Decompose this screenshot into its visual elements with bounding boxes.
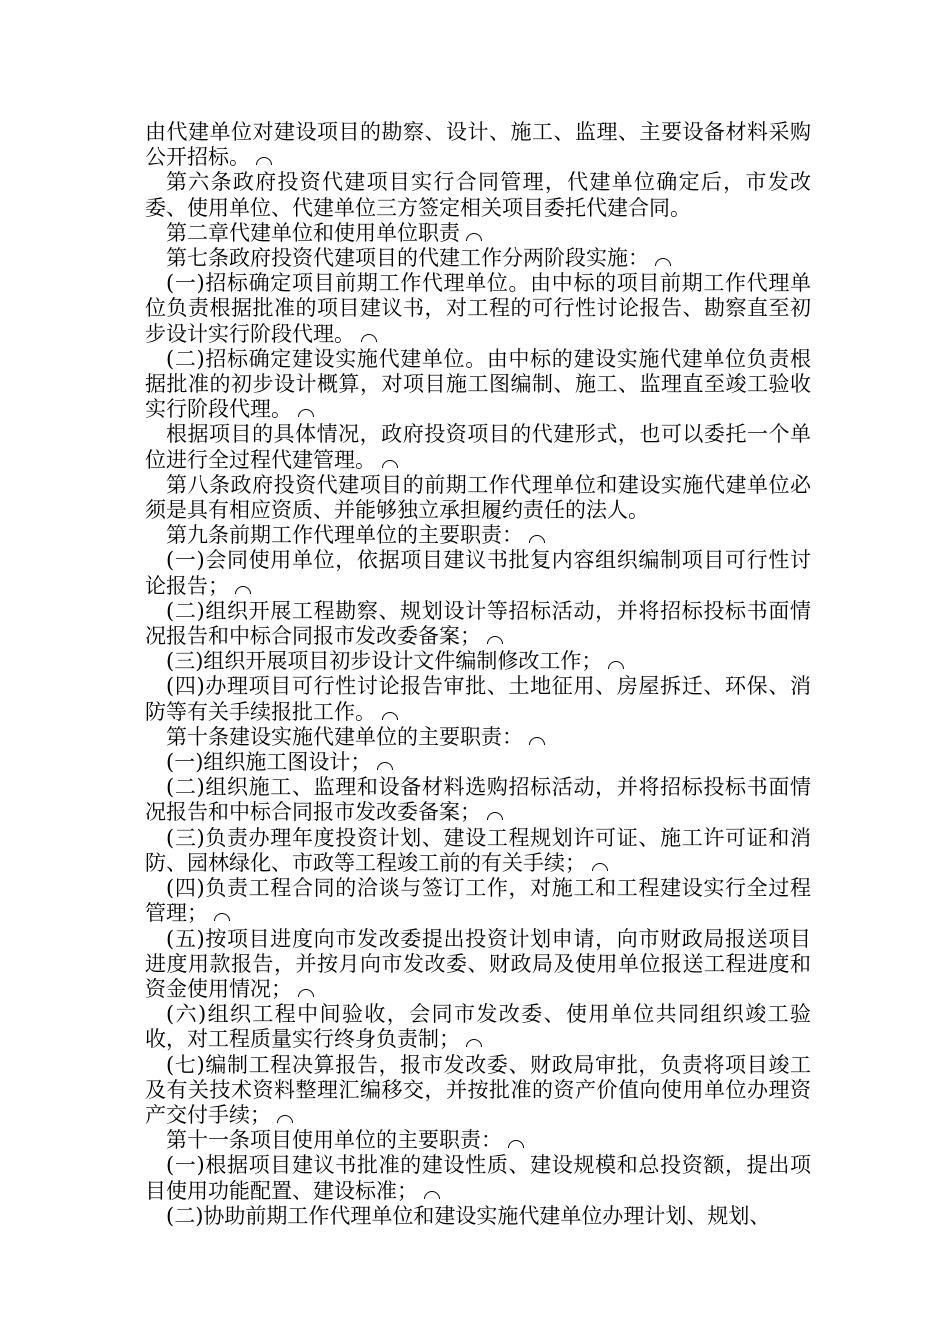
paragraph-mark-icon xyxy=(508,1140,524,1148)
paragraph-text: (二)组织施工、监理和设备材料选购招标活动，并将招标投标书面情况报告和中标合同报市发改委备案； xyxy=(145,775,811,825)
paragraph-mark-icon xyxy=(487,636,503,644)
paragraph-text: 第六条政府投资代建项目实行合同管理，代建单位确定后，市发改委、使用单位、代建单位三方签定相关项目委托代建合同。 xyxy=(145,170,811,220)
paragraph-mark-icon xyxy=(529,737,545,745)
paragraph-text: 第八条政府投资代建项目的前期工作代理单位和建设实施代建单位必须是具有相应资质、并能够独立承担履约责任的法人。 xyxy=(145,472,811,523)
paragraph-text: (四)办理项目可行性讨论报告审批、土地征用、房屋拆迁、环保、消防等有关手续报批工作。 xyxy=(145,674,811,724)
paragraph xyxy=(145,775,811,825)
paragraph xyxy=(145,876,811,926)
paragraph-mark-icon xyxy=(298,989,314,997)
paragraph-text: (三)组织开展项目初步设计文件编制修改工作； xyxy=(166,649,603,674)
paragraph-text: (二)协助前期工作代理单位和建设实施代建单位办理计划、规划、 xyxy=(166,1203,771,1228)
paragraph xyxy=(145,347,811,423)
paragraph xyxy=(145,1204,811,1229)
paragraph-text: (六)组织工程中间验收，会同市发改委、使用单位共同组织竣工验收，对工程质量实行终身负责制； xyxy=(145,1002,811,1052)
paragraph-text: (一)会同使用单位，依据项目建议书批复内容组织编制项目可行性讨论报告； xyxy=(145,548,811,598)
paragraph-text: (二)组织开展工程勘察、规划设计等招标活动，并将招标投标书面情况报告和中标合同报市发改委备案； xyxy=(145,598,811,649)
paragraph-text: (七)编制工程决算报告，报市发改委、财政局审批，负责将项目竣工及有关技术资料整理汇编移交，并按批准的资产价值向使用单位办理资产交付手续； xyxy=(145,1052,811,1127)
paragraph-text: (一)组织施工图设计； xyxy=(166,750,372,775)
paragraph-text: (一)根据项目建议书批准的建设性质、建设规模和总投资额，提出项目使用功能配置、建设标准； xyxy=(145,1153,811,1203)
paragraph-text: 第七条政府投资代建项目的代建工作分两阶段实施： xyxy=(166,246,649,271)
paragraph-text: (三)负责办理年度投资计划、建设工程规划许可证、施工许可证和消防、园林绿化、市政等工程竣工前的有关手续； xyxy=(145,825,811,875)
paragraph-mark-icon xyxy=(277,1115,293,1123)
paragraph-mark-icon xyxy=(529,535,545,543)
paragraph xyxy=(145,1002,811,1052)
paragraph-text: 第十条建设实施代建单位的主要职责： xyxy=(166,724,523,749)
paragraph-mark-icon xyxy=(655,258,671,266)
paragraph xyxy=(145,422,811,472)
paragraph xyxy=(145,1153,811,1203)
paragraph-mark-icon xyxy=(382,712,398,720)
paragraph xyxy=(145,170,811,220)
paragraph xyxy=(145,473,811,523)
paragraph xyxy=(145,649,811,674)
paragraph-text: 由代建单位对建设项目的勘察、设计、施工、监理、主要设备材料采购公开招标。 xyxy=(145,120,811,170)
paragraph-mark-icon xyxy=(298,409,314,417)
paragraph-mark-icon xyxy=(361,334,377,342)
paragraph-mark-icon xyxy=(256,157,272,165)
paragraph-text: 第二章代建单位和使用单位职责 xyxy=(166,220,460,245)
paragraph xyxy=(145,725,811,750)
paragraph-text: (四)负责工程合同的洽谈与签订工作，对施工和工程建设实行全过程管理； xyxy=(145,876,811,926)
paragraph-mark-icon xyxy=(466,1039,482,1047)
paragraph xyxy=(145,750,811,775)
paragraph xyxy=(145,548,811,598)
paragraph-mark-icon xyxy=(235,586,251,594)
paragraph-text: 第九条前期工作代理单位的主要职责： xyxy=(166,523,523,548)
paragraph-mark-icon xyxy=(608,661,624,669)
paragraph xyxy=(145,1128,811,1153)
paragraph-mark-icon xyxy=(382,460,398,468)
paragraph xyxy=(145,674,811,724)
paragraph-text: 根据项目的具体情况，政府投资项目的代建形式，也可以委托一个单位进行全过程代建管理。 xyxy=(145,422,811,472)
paragraph-mark-icon xyxy=(592,863,608,871)
paragraph xyxy=(145,599,811,649)
paragraph xyxy=(145,221,811,246)
paragraph-mark-icon xyxy=(466,233,482,241)
paragraph xyxy=(145,120,811,170)
paragraph-text: (二)招标确定建设实施代建单位。由中标的建设实施代建单位负责根据批准的初步设计概算，对项目施工图编制、施工、监理直至竣工验收实行阶段代理。 xyxy=(145,346,811,422)
paragraph xyxy=(145,1053,811,1129)
paragraph xyxy=(145,826,811,876)
document-body xyxy=(145,120,811,1229)
paragraph xyxy=(145,271,811,347)
paragraph xyxy=(145,927,811,1003)
paragraph-mark-icon xyxy=(214,913,230,921)
paragraph-mark-icon xyxy=(487,812,503,820)
paragraph xyxy=(145,523,811,548)
paragraph xyxy=(145,246,811,271)
paragraph-text: 第十一条项目使用单位的主要职责： xyxy=(166,1128,502,1153)
paragraph-text: (一)招标确定项目前期工作代理单位。由中标的项目前期工作代理单位负责根据批准的项目建议书，对工程的可行性讨论报告、勘察直至初步设计实行阶段代理。 xyxy=(145,271,811,346)
paragraph-text: (五)按项目进度向市发改委提出投资计划申请，向市财政局报送项目进度用款报告，并按月向市发改委、财政局及使用单位报送工程进度和资金使用情况； xyxy=(145,926,811,1001)
paragraph-mark-icon xyxy=(424,1191,440,1199)
paragraph-mark-icon xyxy=(377,762,393,770)
